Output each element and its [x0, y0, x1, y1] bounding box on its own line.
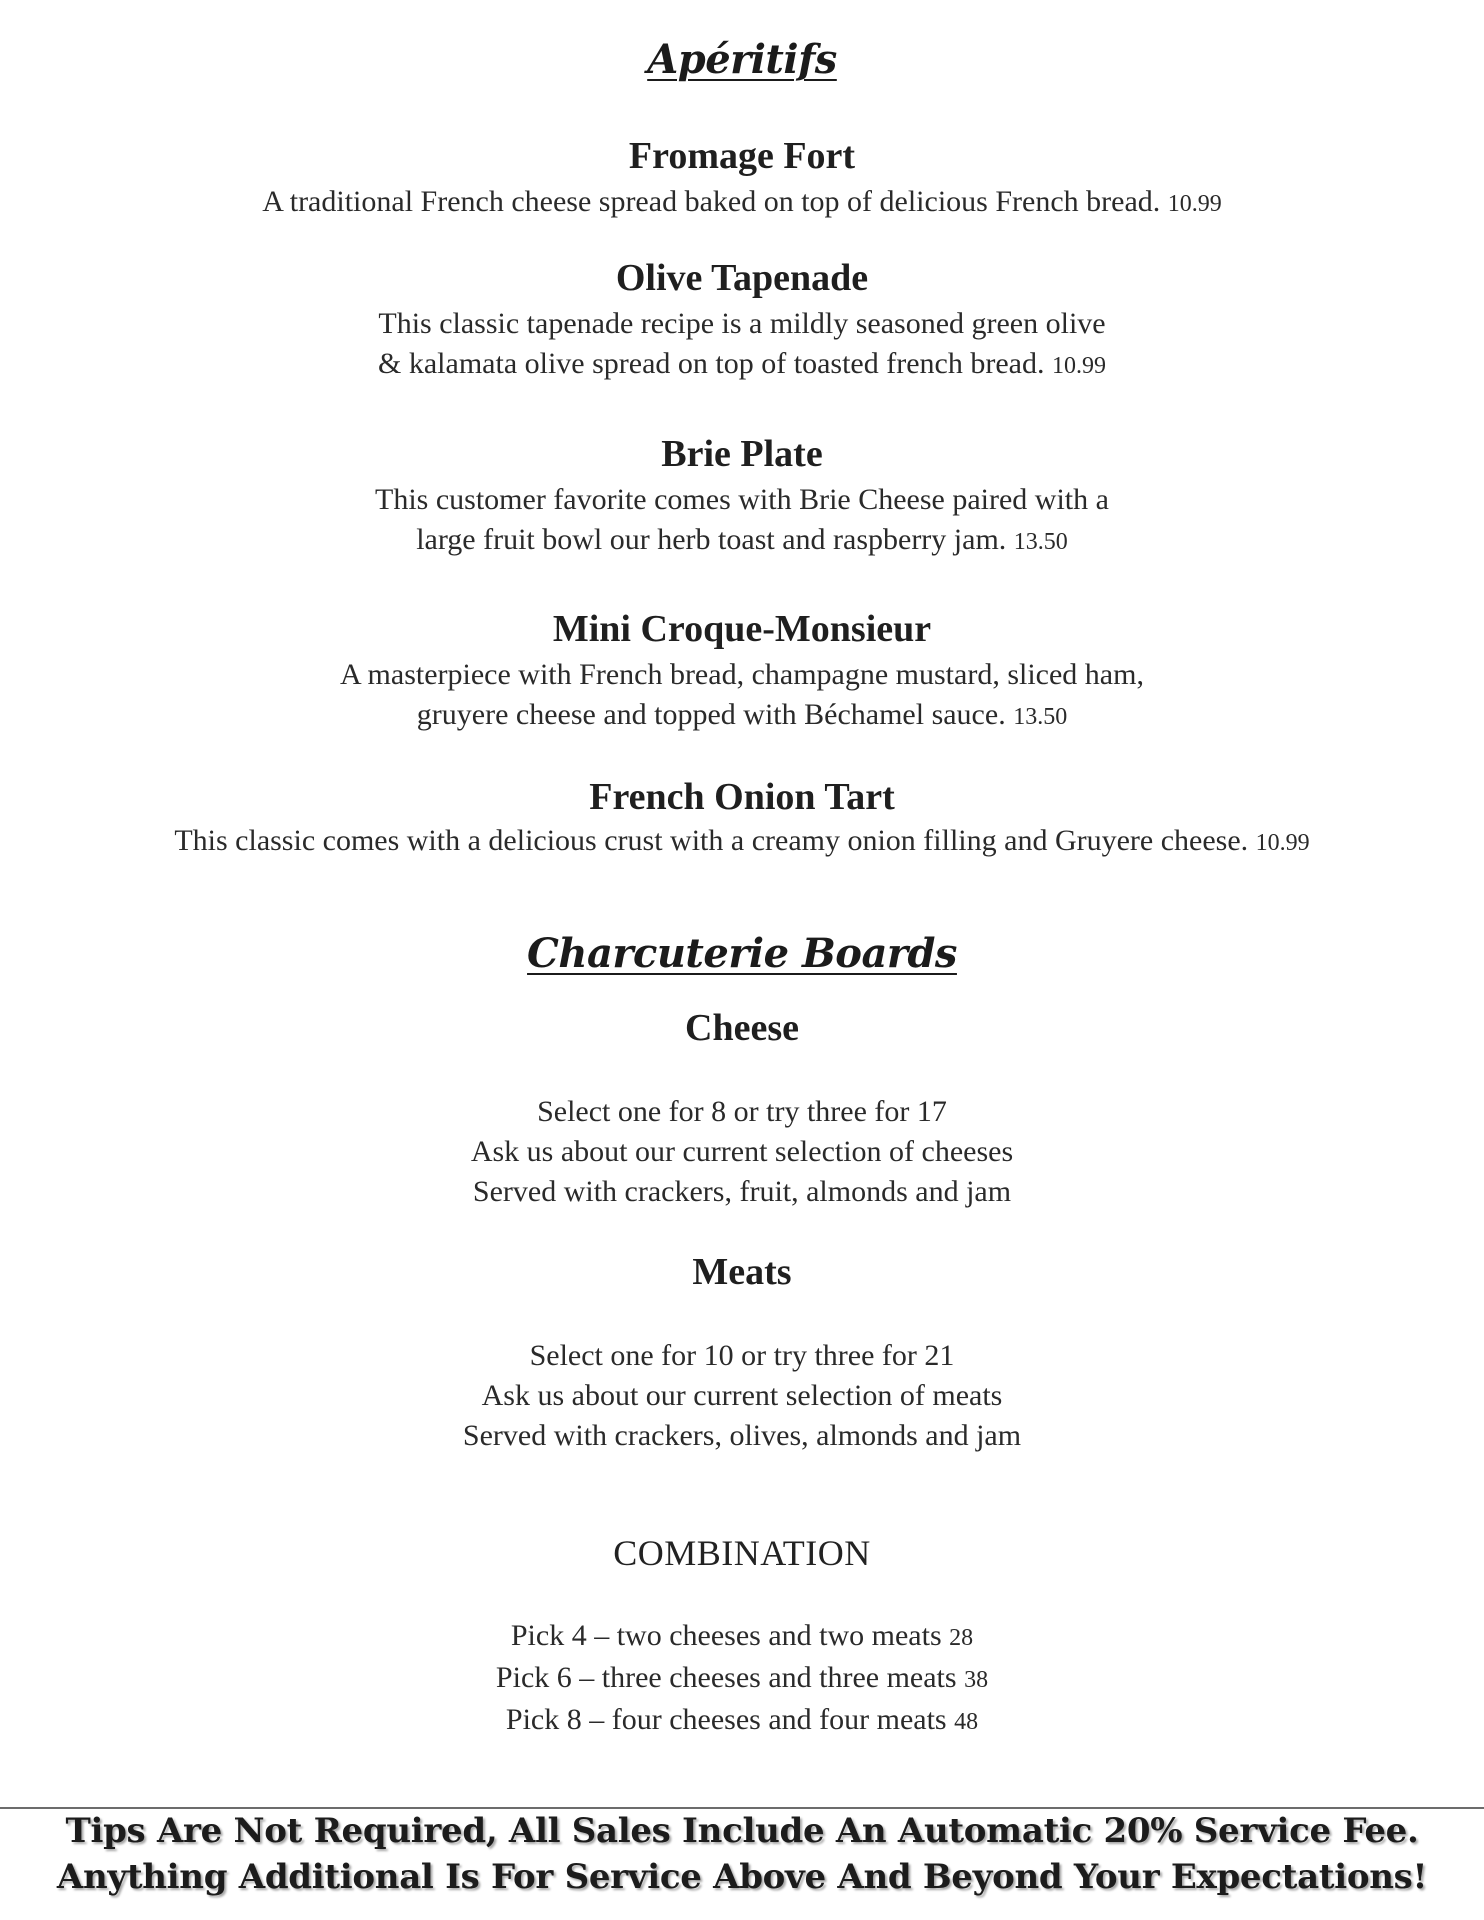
combination-option — [0, 1658, 1484, 1700]
combination-option-price: 38 — [964, 1667, 989, 1693]
meats-details — [0, 1336, 1484, 1456]
combination-option-text: Pick 6 – three cheeses and three meats — [495, 1661, 957, 1694]
item-price: 10.99 — [1167, 191, 1222, 217]
combination-option — [0, 1616, 1484, 1658]
meats-line: Ask us about our current selection of meats — [481, 1379, 1003, 1412]
item-price: 10.99 — [1255, 830, 1310, 856]
combination-option-price: 28 — [949, 1625, 974, 1651]
combination-option-price: 48 — [954, 1709, 979, 1735]
item-desc-line: This classic tapenade recipe is a mildly seasoned green olive — [378, 307, 1106, 340]
footer-line-1: Tips Are Not Required, All Sales Include An Automatic 20% Service Fee. — [65, 1811, 1419, 1851]
item-price: 13.50 — [1013, 529, 1068, 555]
combination-option-text: Pick 4 – two cheeses and two meats — [510, 1619, 942, 1652]
meats-title: Meats — [692, 1251, 792, 1293]
combination-option-text: Pick 8 – four cheeses and four meats — [505, 1703, 947, 1736]
item-desc-line: gruyere cheese and topped with Béchamel sauce. — [416, 698, 1006, 731]
item-price: 10.99 — [1051, 353, 1106, 379]
item-desc-mini-croque-monsieur — [0, 655, 1484, 737]
cheese-line: Served with crackers, fruit, almonds and jam — [472, 1175, 1012, 1208]
item-desc-line: & kalamata olive spread on top of toasted french bread. — [378, 347, 1045, 380]
meats-line: Served with crackers, olives, almonds and jam — [462, 1419, 1022, 1452]
item-desc-fromage-fort — [0, 182, 1484, 224]
combination-title: COMBINATION — [613, 1533, 871, 1573]
item-desc-line: This customer favorite comes with Brie Cheese paired with a — [375, 483, 1109, 516]
item-name-french-onion-tart: French Onion Tart — [589, 776, 895, 818]
service-fee-notice — [0, 1808, 1484, 1900]
combination-option — [0, 1700, 1484, 1742]
item-name-mini-croque-monsieur: Mini Croque-Monsieur — [552, 608, 932, 650]
item-desc-line: large fruit bowl our herb toast and raspberry jam. — [416, 523, 1007, 556]
meats-line: Select one for 10 or try three for 21 — [529, 1339, 955, 1372]
aperitifs-title: Apéritifs — [647, 36, 837, 83]
cheese-line: Ask us about our current selection of cheeses — [470, 1135, 1014, 1168]
cheese-line: Select one for 8 or try three for 17 — [537, 1095, 947, 1128]
cheese-title: Cheese — [685, 1007, 799, 1049]
item-desc-line: This classic comes with a delicious crust with a creamy onion filling and Gruyere cheese. — [174, 824, 1249, 857]
item-name-fromage-fort: Fromage Fort — [628, 135, 856, 177]
item-desc-french-onion-tart — [0, 821, 1484, 863]
charcuterie-title: Charcuterie Boards — [527, 930, 957, 977]
item-desc-line: A traditional French cheese spread baked on top of delicious French bread. — [262, 185, 1161, 218]
item-name-olive-tapenade: Olive Tapenade — [615, 257, 869, 299]
item-desc-line: A masterpiece with French bread, champagne mustard, sliced ham, — [340, 658, 1144, 691]
item-desc-olive-tapenade — [0, 304, 1484, 386]
footer-line-2: Anything Additional Is For Service Above And Beyond Your Expectations! — [56, 1857, 1428, 1897]
cheese-details — [0, 1092, 1484, 1212]
item-name-brie-plate: Brie Plate — [661, 433, 823, 475]
item-price: 13.50 — [1013, 704, 1068, 730]
item-desc-brie-plate — [0, 480, 1484, 562]
combination-options — [0, 1616, 1484, 1742]
